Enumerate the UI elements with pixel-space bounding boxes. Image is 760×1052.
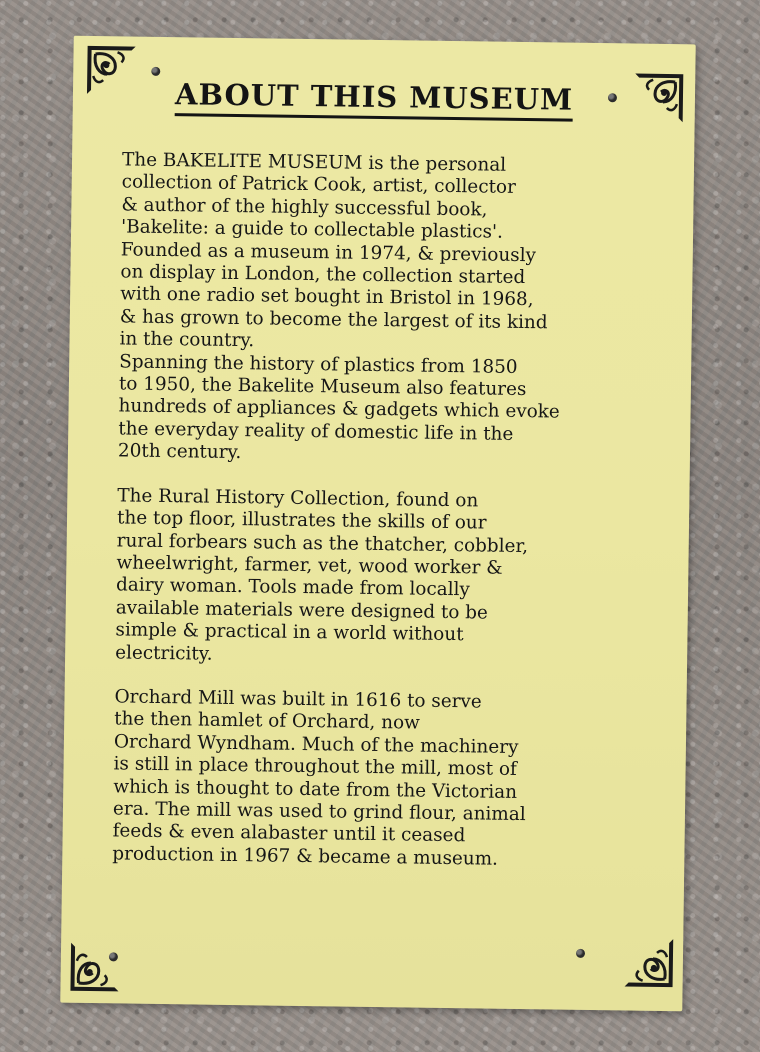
ornamental-corner-icon — [623, 936, 676, 989]
paragraph-plastics-history: Spanning the history of plastics from 1850 to 1950, the Bakelite Museum also features hundreds of appliances & gadgets which evoke the everyday reality of domestic life in the 20th century. — [117, 351, 560, 464]
sign-body — [112, 149, 662, 873]
museum-sign — [60, 36, 695, 1012]
ornamental-corner-icon — [85, 44, 138, 97]
ornamental-corner-icon — [633, 72, 686, 125]
paragraph-bakelite-museum: The BAKELITE MUSEUM is the personal collection of Patrick Cook, artist, collector & author of the highly successful book, 'Bakelite: a guide to collectable plastics'. Founded as a museum in 1974, & previously on display in London, the collection started with one radio set bought in Bristol in 1968, & has grown to become the largest of its kind in the country. — [119, 149, 548, 352]
screw-icon — [576, 949, 585, 958]
screw-icon — [608, 93, 617, 102]
ornamental-corner-icon — [68, 941, 121, 994]
paragraph-rural-history: The Rural History Collection, found on the top floor, illustrates the skills of our rural forbears such as the thatcher, cobbler, wheelwright, farmer, vet, wood worker & dairy woman. Tools made from locally available materials were designed to be simple & practical in a world without electricity. — [115, 485, 529, 665]
paragraph-orchard-mill: Orchard Mill was built in 1616 to serve the then hamlet of Orchard, now Orchard Wyndham. Much of the machinery is still in place throughout the mill, most of which is thought to date from the Victorian era. The mill was used to grind flour, animal feeds & even alabaster until it ceased production in 1967 & became a museum. — [112, 686, 526, 870]
sign-title: ABOUT THIS MUSEUM — [175, 77, 574, 122]
screw-icon — [151, 67, 160, 76]
screw-icon — [109, 952, 118, 961]
